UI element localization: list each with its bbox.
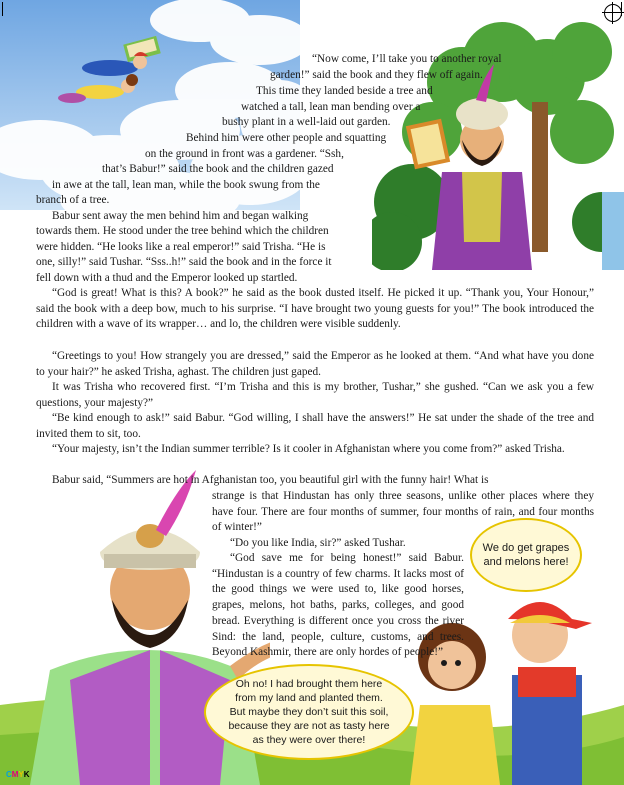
babur-speech-text: Oh no! I had brought them here from my land and planted them. But maybe they don’t suit this soil, because they are not as tasty here as they were over there! xyxy=(228,678,390,746)
story-paragraph-6: “Be kind enough to ask!” said Babur. “God willing, I shall have the answers!” He sat under the shade of the tree and invited them to sit, too. xyxy=(36,412,594,440)
story-p2-line-4: one, silly!” said Tushar. “Sss..h!” said the book and in the force it xyxy=(36,256,332,268)
story-paragraph-5: It was Trisha who recovered first. “I’m Trisha and this is my brother, Tushar,” she gushed. “Can we ask you a few questions, your majesty?” xyxy=(36,381,594,409)
story-p2-line-3: were hidden. “He looks like a real emperor!” said Trisha. “He is xyxy=(36,241,326,253)
story-paragraph-3: “God is great! What is this? A book?” he said as the book dusted itself. He picked it up. “Thank you, Your Honour,” said the book with a deep bow, much to his surprise. “I have brought two young guests for you!” The book introduced the children with a wave of its wrapper… and lo, the children were visible suddenly. xyxy=(36,287,594,331)
story-paragraph-9: “Do you like India, sir?” asked Tushar. xyxy=(230,537,406,549)
story-paragraph-8-rest: strange is that Hindustan has only three seasons, unlike other places where they have four. There are four months of summer, four months of rain, and four months of winter!” xyxy=(212,490,594,534)
story-line-1: “Now come, I’ll take you to another royal xyxy=(312,53,502,65)
story-p2-line-1: Babur sent away the men behind him and began walking xyxy=(52,210,309,222)
story-line-8: that’s Babur!” said the book and the children gazed xyxy=(102,163,334,175)
story-line-10: branch of a tree. xyxy=(36,194,110,206)
story-paragraph-10: “God save me for being honest!” said Babur. “Hindustan is a country of few charms. It lacks most of the good things we were used to, like good horses, grapes, melons, hot baths, parks, colleges, and good bread. Everything is different once you cross the river Sind: the land, people, culture, customs, and trees. Beyond Kashmir, there are only hordes of people!” xyxy=(212,552,464,659)
story-line-4: watched a tall, lean man bending over a xyxy=(241,101,421,113)
babur-speech-bubble xyxy=(204,664,414,760)
story-line-3: This time they landed beside a tree and xyxy=(256,85,433,97)
story-paragraph-7: “Your majesty, isn’t the Indian summer terrible? Is it cooler in Afghanistan where you come from?” asked Trisha. xyxy=(52,443,565,455)
crop-mark-top-left xyxy=(2,2,17,16)
story-paragraph-4: “Greetings to you! How strangely you are dressed,” said the Emperor as he looked at them. “And what have you done to your hair?” he asked Trisha, aghast. The children just gaped. xyxy=(36,350,594,378)
story-paragraph-8-lead: Babur said, “Summers are hot in Afghanistan too, you beautiful girl with the funny hair! What is xyxy=(52,474,489,486)
children-speech-text: We do get grapes and melons here! xyxy=(482,542,570,568)
story-p2-line-5: fell down with a thud and the Emperor looked up startled. xyxy=(36,272,298,284)
cmyk-print-mark: CMYK xyxy=(6,770,30,779)
story-p2-line-2: towards them. He stood under the tree behind which the children xyxy=(36,225,329,237)
story-line-2: garden!” said the book and they flew off again. xyxy=(270,69,483,81)
story-line-6: Behind him were other people and squatting xyxy=(186,132,387,144)
registration-mark-icon xyxy=(604,4,622,22)
story-line-5: bushy plant in a well-laid out garden. xyxy=(222,116,391,128)
story-line-7: on the ground in front was a gardener. “Ssh, xyxy=(145,148,344,160)
story-line-9: in awe at the tall, lean man, while the book swung from the xyxy=(52,179,320,191)
